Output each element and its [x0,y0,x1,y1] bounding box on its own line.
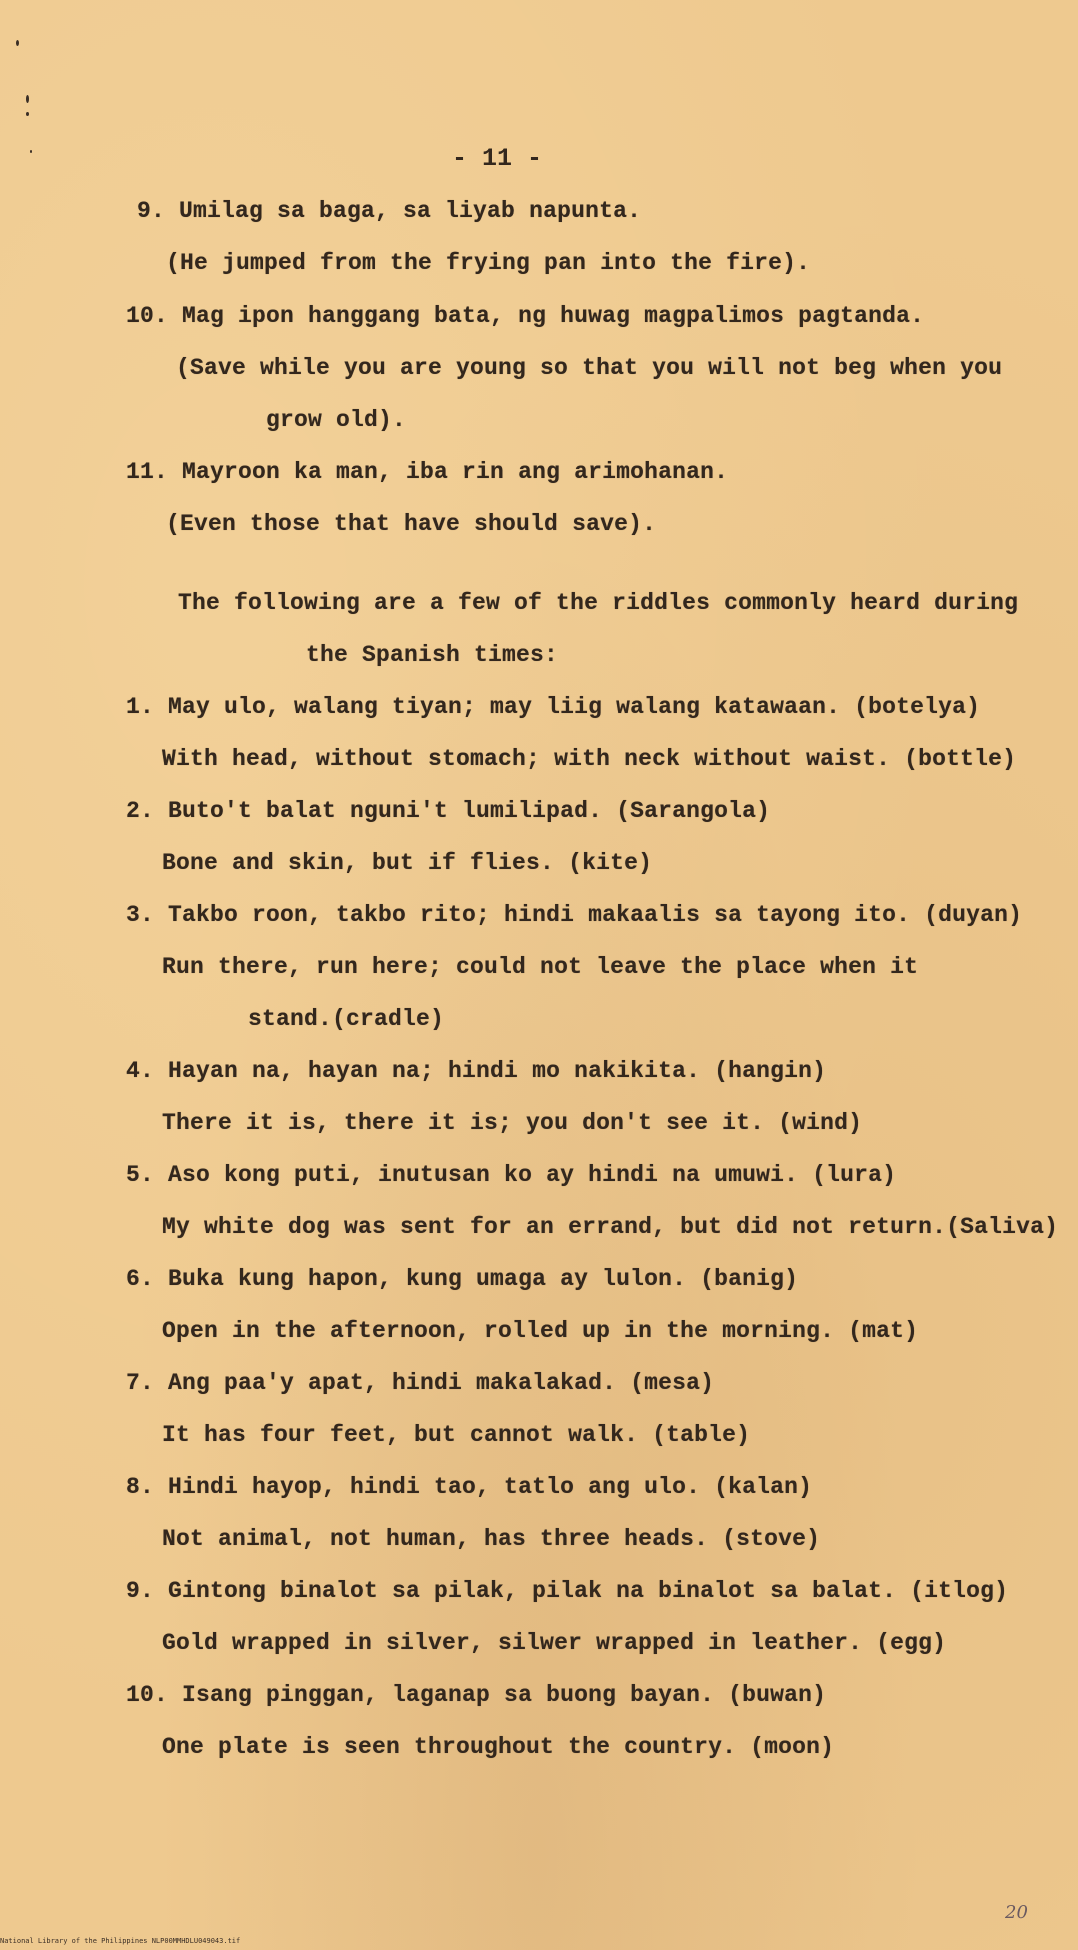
proverb-11-tagalog: 11. Mayroon ka man, iba rin ang arimohanan. [126,459,729,485]
proverb-10-tagalog: 10. Mag ipon hanggang bata, ng huwag magpalimos pagtanda. [126,303,925,329]
riddle-3-english: Run there, run here; could not leave the place when it [162,954,919,980]
riddle-6-tagalog: 6. Buka kung hapon, kung umaga ay lulon. (banig) [126,1266,799,1292]
riddle-2-tagalog: 2. Buto't balat nguni't lumilipad. (Sarangola) [126,798,771,824]
proverb-9-english: (He jumped from the frying pan into the fire). [166,250,811,276]
speck [26,112,29,116]
riddles-intro: The following are a few of the riddles commonly heard during [178,590,1019,616]
riddle-1-english: With head, without stomach; with neck without waist. (bottle) [162,746,1017,772]
speck [30,150,32,153]
riddle-9-tagalog: 9. Gintong binalot sa pilak, pilak na binalot sa balat. (itlog) [126,1578,1009,1604]
archive-footer: National Library of the Philippines NLP00MMHDLU049043.tif [0,1937,241,1945]
riddle-4-english: There it is, there it is; you don't see it. (wind) [162,1110,863,1136]
riddle-2-english: Bone and skin, but if flies. (kite) [162,850,653,876]
proverb-11-english: (Even those that have should save). [166,511,657,537]
riddle-9-english: Gold wrapped in silver, silwer wrapped in leather. (egg) [162,1630,947,1656]
riddle-10-english: One plate is seen throughout the country. (moon) [162,1734,835,1760]
riddle-10-tagalog: 10. Isang pinggan, laganap sa buong bayan. (buwan) [126,1682,827,1708]
proverb-10-english-cont: grow old). [266,407,407,433]
riddle-7-english: It has four feet, but cannot walk. (table) [162,1422,751,1448]
riddle-8-tagalog: 8. Hindi hayop, hindi tao, tatlo ang ulo. (kalan) [126,1474,813,1500]
riddle-1-tagalog: 1. May ulo, walang tiyan; may liig walang katawaan. (botelya) [126,694,981,720]
riddle-5-english: My white dog was sent for an errand, but did not return.(Saliva) [162,1214,1059,1240]
handwritten-folio-mark: 20 [1005,1902,1028,1923]
speck [16,40,19,46]
page-number: - 11 - [452,144,543,173]
riddle-5-tagalog: 5. Aso kong puti, inutusan ko ay hindi na umuwi. (lura) [126,1162,897,1188]
riddle-7-tagalog: 7. Ang paa'y apat, hindi makalakad. (mesa) [126,1370,715,1396]
riddle-8-english: Not animal, not human, has three heads. (stove) [162,1526,821,1552]
proverb-10-english: (Save while you are young so that you will not beg when you [176,355,1003,381]
riddle-3-english-cont: stand.(cradle) [248,1006,445,1032]
riddle-4-tagalog: 4. Hayan na, hayan na; hindi mo nakikita. (hangin) [126,1058,827,1084]
riddles-intro-cont: the Spanish times: [306,642,559,668]
speck [26,95,29,103]
proverb-9-tagalog: 9. Umilag sa baga, sa liyab napunta. [137,198,642,224]
riddle-3-tagalog: 3. Takbo roon, takbo rito; hindi makaalis sa tayong ito. (duyan) [126,902,1023,928]
riddle-6-english: Open in the afternoon, rolled up in the morning. (mat) [162,1318,919,1344]
